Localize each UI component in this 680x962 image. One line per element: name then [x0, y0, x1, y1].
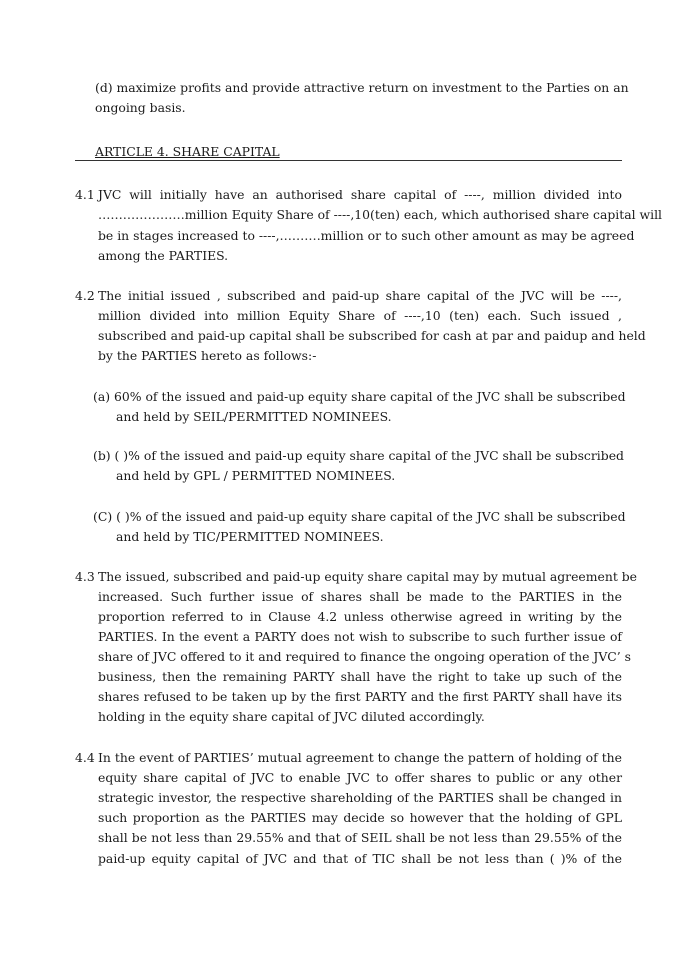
clause-4-4-line: equity share capital of JVC to enable JVC to offer shares to public or any other [98, 770, 622, 785]
subclause-a-line-2: and held by SEIL/PERMITTED NOMINEES. [116, 409, 392, 424]
clause-4-3-number: 4.3 [75, 569, 95, 584]
clause-4-1-line: …………………million Equity Share of ----,10(ten) each, which authorised share capital will [98, 207, 662, 222]
clause-4-4-line: such proportion as the PARTIES may decide so however that the holding of GPL [98, 810, 622, 825]
clause-4-3-line: increased. Such further issue of shares shall be made to the PARTIES in the [98, 589, 622, 604]
clause-4-3-line: share of JVC offered to it and required to finance the ongoing operation of the JVC’ s [98, 649, 631, 664]
clause-4-2-line: The initial issued , subscribed and paid-up share capital of the JVC will be ----, [98, 288, 622, 303]
clause-4-4-line: shall be not less than 29.55% and that of SEIL shall be not less than 29.55% of the [98, 830, 622, 845]
clause-4-3-line: PARTIES. In the event a PARTY does not wish to subscribe to such further issue of [98, 629, 622, 644]
clause-4-3-line: shares refused to be taken up by the first PARTY and the first PARTY shall have its [98, 689, 622, 704]
clause-4-2-line: by the PARTIES hereto as follows:- [98, 348, 317, 363]
clause-4-4-line: paid-up equity capital of JVC and that of TIC shall be not less than ( )% of the [98, 851, 622, 866]
subclause-b-line-2: and held by GPL / PERMITTED NOMINEES. [116, 468, 396, 483]
clause-4-3-line: The issued, subscribed and paid-up equity share capital may by mutual agreement be [98, 569, 638, 584]
clause-d-line-1: (d) maximize profits and provide attractive return on investment to the Parties on an [95, 80, 629, 95]
subclause-c-line-1: (C) ( )% of the issued and paid-up equity share capital of the JVC shall be subscribed [93, 509, 626, 524]
clause-4-2-number: 4.2 [75, 288, 95, 303]
clause-4-4-line: In the event of PARTIES’ mutual agreement to change the pattern of holding of the [98, 750, 622, 765]
clause-4-4-line: strategic investor, the respective shareholding of the PARTIES shall be changed in [98, 790, 622, 805]
clause-4-1-number: 4.1 [75, 187, 95, 202]
subclause-c-line-2: and held by TIC/PERMITTED NOMINEES. [116, 529, 384, 544]
clause-4-1-line: be in stages increased to ----,……….million or to such other amount as may be agreed [98, 228, 635, 243]
clause-4-1-line: JVC will initially have an authorised share capital of ----, million divided into [98, 187, 622, 202]
clause-4-4-number: 4.4 [75, 750, 95, 765]
article-4-heading: ARTICLE 4. SHARE CAPITAL [95, 144, 280, 159]
clause-4-2-line: million divided into million Equity Share of ----,10 (ten) each. Such issued , [98, 308, 622, 323]
clause-4-3-line: business, then the remaining PARTY shall have the right to take up such of the [98, 669, 622, 684]
clause-d-line-2: ongoing basis. [95, 100, 186, 115]
subclause-a-line-1: (a) 60% of the issued and paid-up equity share capital of the JVC shall be subscribed [93, 389, 626, 404]
clause-4-3-line: holding in the equity share capital of JVC diluted accordingly. [98, 709, 485, 724]
heading-divider [75, 160, 622, 161]
clause-4-2-line: subscribed and paid-up capital shall be subscribed for cash at par and paidup and held [98, 328, 646, 343]
subclause-b-line-1: (b) ( )% of the issued and paid-up equity share capital of the JVC shall be subscribed [93, 448, 624, 463]
clause-4-3-line: proportion referred to in Clause 4.2 unless otherwise agreed in writing by the [98, 609, 622, 624]
clause-4-1-line: among the PARTIES. [98, 248, 229, 263]
